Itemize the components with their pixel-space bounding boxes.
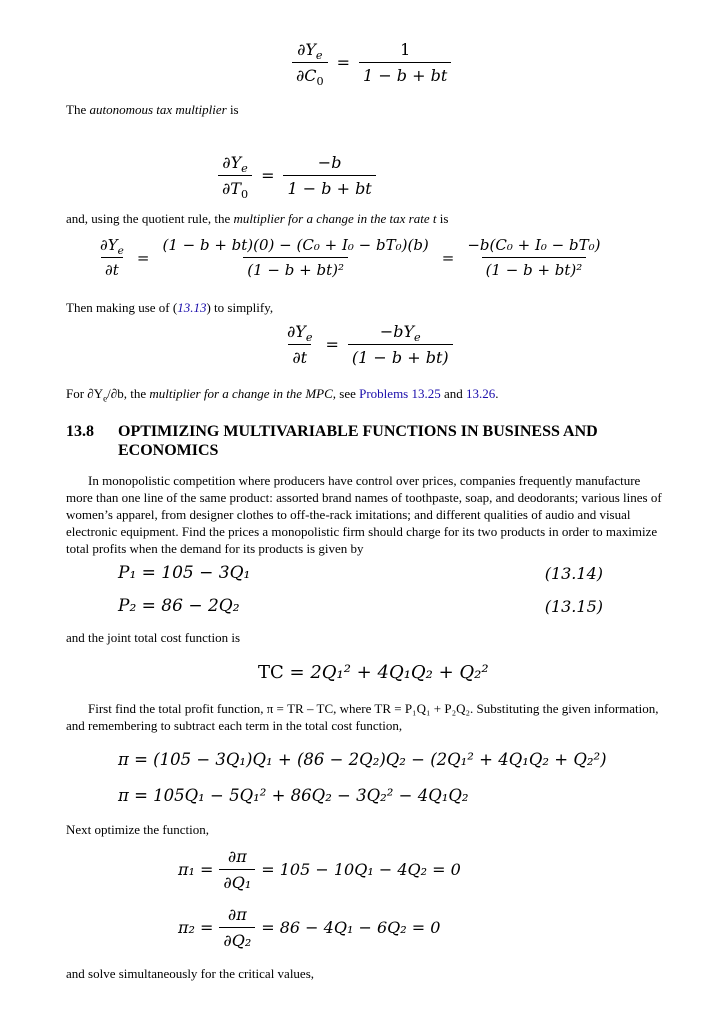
section-heading: [66, 422, 666, 460]
paragraph-solve: and solve simultaneously for the critical values,: [66, 966, 315, 981]
equation-simplified: $\frac{\partial Y_e}{\partial t}$ = $\frac{-bY_e}{(1 - b + bt)}$: [283, 322, 453, 367]
problems-link-13-25[interactable]: Problems 13.25: [359, 386, 441, 401]
equation-demand-p1: P₁ = 105 − 3Q₁: [118, 563, 251, 583]
equation-number-13-15: (13.15): [544, 597, 603, 616]
problems-link-13-26[interactable]: 13.26: [466, 386, 496, 401]
paragraph-optimize: Next optimize the function,: [66, 822, 209, 837]
section-number: 13.8: [66, 423, 94, 440]
section-title: OPTIMIZING MULTIVARIABLE FUNCTIONS IN BUSINESS AND ECONOMICS: [118, 423, 598, 459]
paragraph-quotient-rule: and, using the quotient rule, the multiplier for a change in the tax rate t is: [66, 211, 449, 226]
equation-demand-p2: P₂ = 86 − 2Q₂: [118, 596, 240, 616]
equation-profit-simplified: π = 105Q₁ − 5Q₁² + 86Q₂ − 3Q₂² − 4Q₁Q₂: [118, 786, 469, 805]
paragraph-monopolistic: In monopolistic competition where producers have control over prices, companies frequently manufacture more than one line of the same product: assorted brand names of toothpaste, soap, and deodorants; various lines of women’s apparel, from designer clothes to off-the-rack imitations; and different qualities of audio and visual electronic equipment. Find the prices a monopolistic firm should charge for its two products in order to maximize total profits when the demand for its products is given by: [66, 473, 662, 556]
paragraph-simplify: Then making use of (13.13) to simplify,: [66, 300, 274, 315]
equation-profit-expanded: π = (105 − 3Q₁)Q₁ + (86 − 2Q₂)Q₂ − (2Q₁² + 4Q₁Q₂ + Q₂²): [118, 750, 607, 769]
equation-partial-q2: π₂ = $\frac{\partial\pi}{\text{∂Q₂}}$ = 86 − 4Q₁ − 6Q₂ = 0: [178, 905, 441, 950]
equation-tax-rate-multiplier: $\frac{\partial Y_e}{\partial t}$ = $\frac{\text{(1 − b + bt)(0) − (C₀ + I₀ − bT₀)(b)}}{\text{(1 − b + bt)²}}$ = $\frac{\text{−b(C₀ + I₀ − bT₀)}}{\text{(1 − b + bt)²}}$: [100, 236, 601, 279]
paragraph-joint-cost: and the joint total cost function is: [66, 630, 241, 645]
equation-tax-multiplier: $\frac{\partial Y_e}{\partial T_0}$ = $\frac{-b}{1 - b + bt}$: [218, 153, 376, 198]
equation-link-13-13[interactable]: 13.13: [177, 300, 207, 315]
paragraph-autonomous-tax: The autonomous tax multiplier is: [66, 102, 239, 117]
equation-number-13-14: (13.14): [544, 564, 603, 583]
paragraph-mpc-multiplier: For $\partial Y_e/\partial b$, the multiplier for a change in the MPC, see Problems 13.25 and 13.26.: [66, 386, 499, 404]
equation-total-cost: TC = 2Q₁² + 4Q₁Q₂ + Q₂²: [258, 662, 489, 683]
equation-partial-q1: π₁ = $\frac{\partial\pi}{\text{∂Q₁}}$ = 105 − 10Q₁ − 4Q₂ = 0: [178, 847, 461, 892]
paragraph-profit-function: First find the total profit function, π = TR – TC, where TR = P₁Q₁ + P₂Q₂. Substituting the given information, and remembering to subtract each term in the total cost function,: [66, 701, 659, 733]
equation-income-multiplier: $\frac{\partial Y_e}{\partial C_0}$ = $\frac{1}{1 - b + bt}$: [292, 40, 451, 85]
